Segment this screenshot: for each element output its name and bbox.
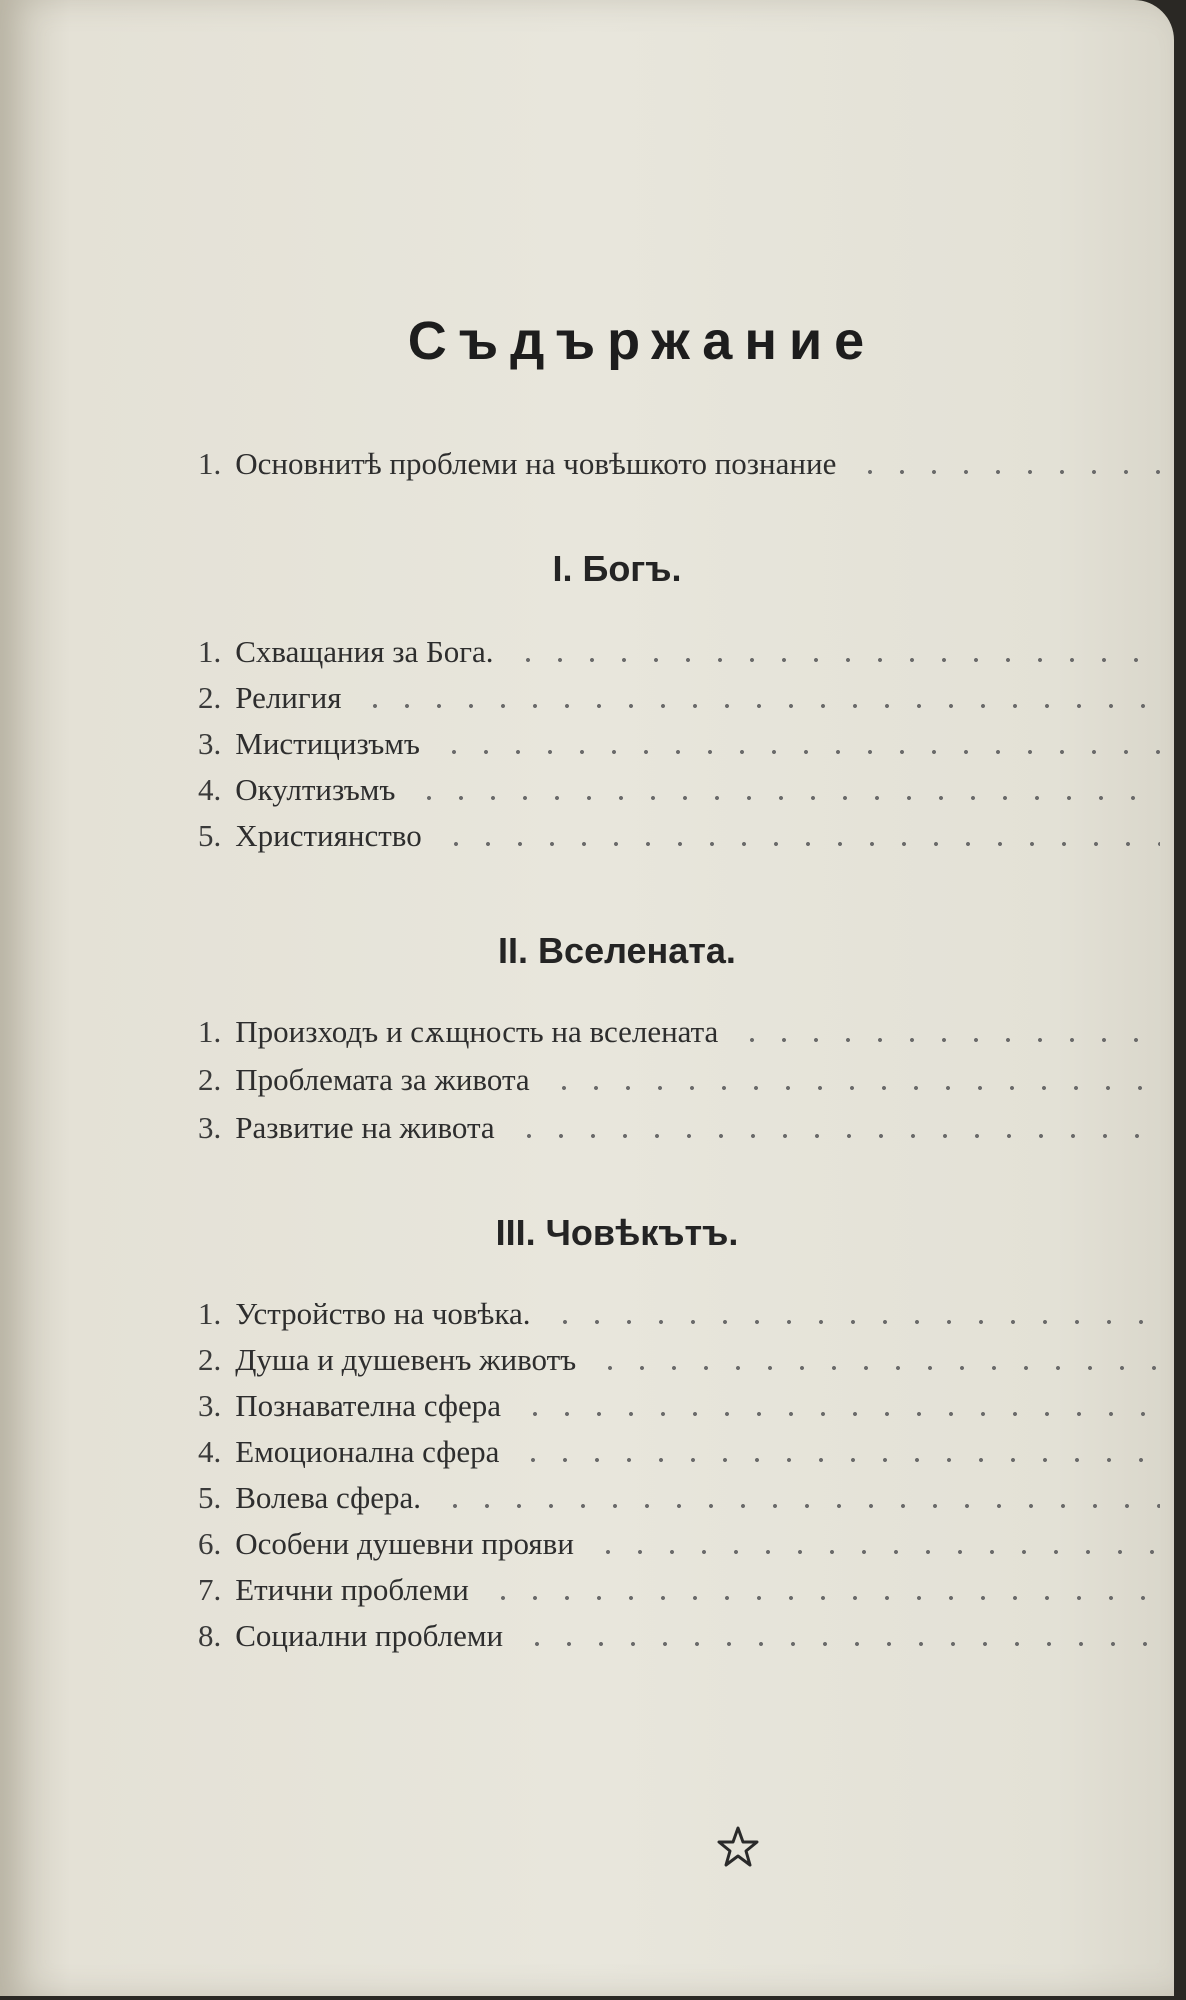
entry-number: 8. — [198, 1618, 222, 1653]
entry-label: Мистицизъмъ — [235, 726, 420, 761]
section-heading-god: I. Богъ. — [552, 548, 682, 589]
entry-number: 3. — [198, 726, 222, 761]
dot-leader — [513, 1134, 1160, 1138]
section-heading-universe: II. Вселената. — [498, 930, 736, 971]
entry-number: 4. — [198, 1434, 222, 1469]
toc-entry — [198, 1054, 1160, 1098]
dot-leader — [548, 1086, 1160, 1090]
entry-number: 5. — [198, 1480, 222, 1515]
entry-number: 2. — [198, 680, 222, 715]
dot-leader — [359, 704, 1160, 708]
entry-number: 3. — [198, 1110, 222, 1145]
entry-label: Познавателна сфера — [235, 1388, 502, 1423]
entry-label: Проблемата за живота — [235, 1062, 530, 1097]
entry-number: 2. — [198, 1062, 222, 1097]
entry-label: Волева сфера. — [235, 1480, 421, 1515]
dot-leader — [519, 1412, 1160, 1416]
entry-number: 1. — [198, 634, 222, 669]
entry-label: Особени душевни прояви — [235, 1526, 574, 1561]
entry-number: 4. — [198, 772, 222, 807]
toc-entry — [198, 1610, 1160, 1654]
toc-entry — [198, 1472, 1160, 1516]
toc-entry — [198, 626, 1160, 670]
entry-number: 1. — [198, 446, 222, 481]
dot-leader — [438, 750, 1160, 754]
dot-leader — [736, 1038, 1160, 1042]
entry-label: Етични проблеми — [235, 1572, 469, 1607]
entry-label: Основнитѣ проблеми на човѣшкото познание — [235, 446, 837, 481]
toc-entry — [198, 1334, 1160, 1378]
toc-entry — [198, 1288, 1160, 1332]
entry-number: 5. — [198, 818, 222, 853]
entry-number: 1. — [198, 1014, 222, 1049]
toc-entry — [198, 718, 1160, 762]
dot-leader — [592, 1550, 1160, 1554]
entry-number: 3. — [198, 1388, 222, 1423]
star-outline-icon — [716, 1825, 760, 1869]
entry-label: Социални проблеми — [235, 1618, 504, 1653]
dot-leader — [512, 658, 1160, 662]
toc-entry — [198, 1564, 1160, 1608]
toc-entry — [198, 1426, 1160, 1470]
dot-leader — [517, 1458, 1160, 1462]
entry-number: 6. — [198, 1526, 222, 1561]
entry-number: 1. — [198, 1296, 222, 1331]
toc-entry — [198, 810, 1160, 854]
toc-entry — [198, 672, 1160, 716]
dot-leader — [439, 1504, 1160, 1508]
entry-label: Окултизъмъ — [235, 772, 396, 807]
entry-label: Устройство на човѣка. — [235, 1296, 531, 1331]
entry-label: Схващания за Бога. — [235, 634, 494, 669]
entry-label: Произходъ и сѫщность на вселената — [235, 1014, 719, 1049]
section-heading-man: III. Човѣкътъ. — [495, 1212, 739, 1253]
dot-leader — [594, 1366, 1160, 1370]
toc-entry — [198, 1380, 1160, 1424]
entry-label: Християнство — [235, 818, 422, 853]
entry-label: Развитие на живота — [235, 1110, 495, 1145]
dot-leader — [440, 842, 1160, 846]
toc-entry — [198, 1518, 1160, 1562]
dot-leader — [854, 470, 1160, 474]
entry-number: 2. — [198, 1342, 222, 1377]
toc-entry — [198, 764, 1160, 808]
dot-leader — [413, 796, 1160, 800]
toc-entry — [198, 1006, 1160, 1050]
dot-leader — [549, 1320, 1161, 1324]
toc-entry-intro — [198, 438, 1160, 482]
page-title: Съдържание — [407, 311, 877, 371]
entry-label: Религия — [235, 680, 342, 715]
toc-entry — [198, 1102, 1160, 1146]
entry-label: Емоционална сфера — [235, 1434, 500, 1469]
dot-leader — [521, 1642, 1160, 1646]
dot-leader — [487, 1596, 1160, 1600]
entry-number: 7. — [198, 1572, 222, 1607]
entry-label: Душа и душевенъ животъ — [235, 1342, 577, 1377]
